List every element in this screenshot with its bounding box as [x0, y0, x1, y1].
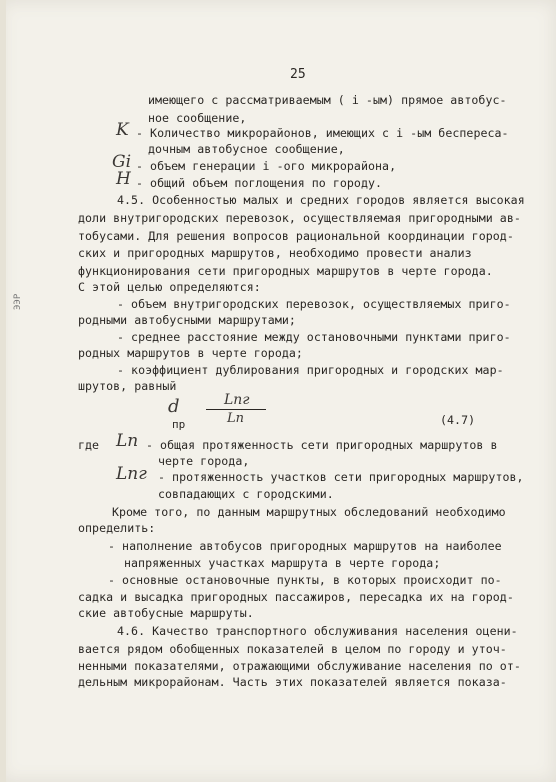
paragraph-line: ских и пригородных маршрутов, необходимо провести анализ [78, 246, 472, 260]
def-line: - общий объем поглощения по городу. [136, 176, 383, 190]
formula-denominator: Lп [227, 411, 245, 426]
list-item: - наполнение автобусов пригородных маршрутов на наиболее [108, 539, 502, 553]
symbol-gi: Gi [112, 152, 132, 172]
paragraph-line: тобусами. Для решения вопросов рациональной координации город- [78, 229, 514, 243]
paragraph-line: родными автобусными маршрутами; [78, 313, 296, 327]
symbol-lpg: Lпг [116, 464, 147, 484]
paragraph-line: Кроме того, по данным маршрутных обследований необходимо [112, 505, 506, 519]
formula-numerator: Lпг [224, 392, 250, 408]
paragraph-line: напряженных участках маршрута в черте города; [124, 556, 441, 570]
paragraph-line: определить: [78, 521, 156, 535]
def-line: совпадающих с городскими. [158, 487, 334, 501]
def-line: ное сообщение, [148, 111, 247, 125]
paragraph-line: С этой целью определяются: [78, 280, 261, 294]
where-label: где [78, 438, 100, 452]
fraction-bar [206, 409, 266, 410]
list-item: - основные остановочные пункты, в которых происходит по- [108, 573, 502, 587]
def-line: - объем генерации i -ого микрорайона, [136, 159, 397, 173]
paragraph-line: ненными показателями, отражающими обслуживание населения по от- [78, 659, 521, 673]
paragraph-line: 4.5. Особенностью малых и средних городов является высокая [117, 193, 525, 207]
paragraph-line: ские автобусные маршруты. [78, 606, 254, 620]
symbol-h: H [116, 169, 131, 189]
paragraph-line: дельным микрорайонам. Часть этих показателей является показа- [78, 675, 507, 689]
formula-lhs: d [168, 396, 180, 417]
list-item: - коэффициент дублирования пригородных и городских мар- [117, 363, 504, 377]
margin-mark: ЭЭР [13, 293, 23, 310]
symbol-k: K [116, 120, 129, 140]
paragraph-line: доли внутригородских перевозок, осуществляемая пригородными ав- [78, 211, 521, 225]
paragraph-line: садка и высадка пригородных пассажиров, пересадка их на город- [78, 590, 514, 604]
def-line: имеющего с рассматриваемым ( i -ым) прямое автобус- [148, 93, 507, 107]
paragraph-line: шрутов, равный [78, 379, 177, 393]
def-line: черте города, [158, 454, 250, 468]
page-number: 25 [290, 67, 306, 82]
paper-edge [0, 0, 6, 782]
symbol-lp: Lп [116, 431, 139, 451]
paragraph-line: 4.6. Качество транспортного обслуживания населения оцени- [117, 624, 518, 638]
formula-lhs-subscript: пр [172, 418, 186, 431]
def-line: дочным автобусное сообщение, [148, 142, 345, 156]
list-item: - объем внутригородских перевозок, осуществляемых приго- [117, 297, 511, 311]
def-line: - протяженность участков сети пригородных маршрутов, [158, 470, 524, 484]
list-item: - среднее расстояние между остановочными пунктами приго- [117, 330, 511, 344]
def-line: - общая протяженность сети пригородных маршрутов в [146, 438, 498, 452]
paragraph-line: родных маршрутов в черте города; [78, 346, 303, 360]
paragraph-line: функционирования сети пригородных маршрутов в черте города. [78, 264, 493, 278]
formula-number: (4.7) [440, 413, 476, 427]
def-line: - Количество микрорайонов, имеющих с i -ым беспереса- [136, 126, 509, 140]
paragraph-line: вается рядом обобщенных показателей в целом по городу и уточ- [78, 642, 507, 656]
